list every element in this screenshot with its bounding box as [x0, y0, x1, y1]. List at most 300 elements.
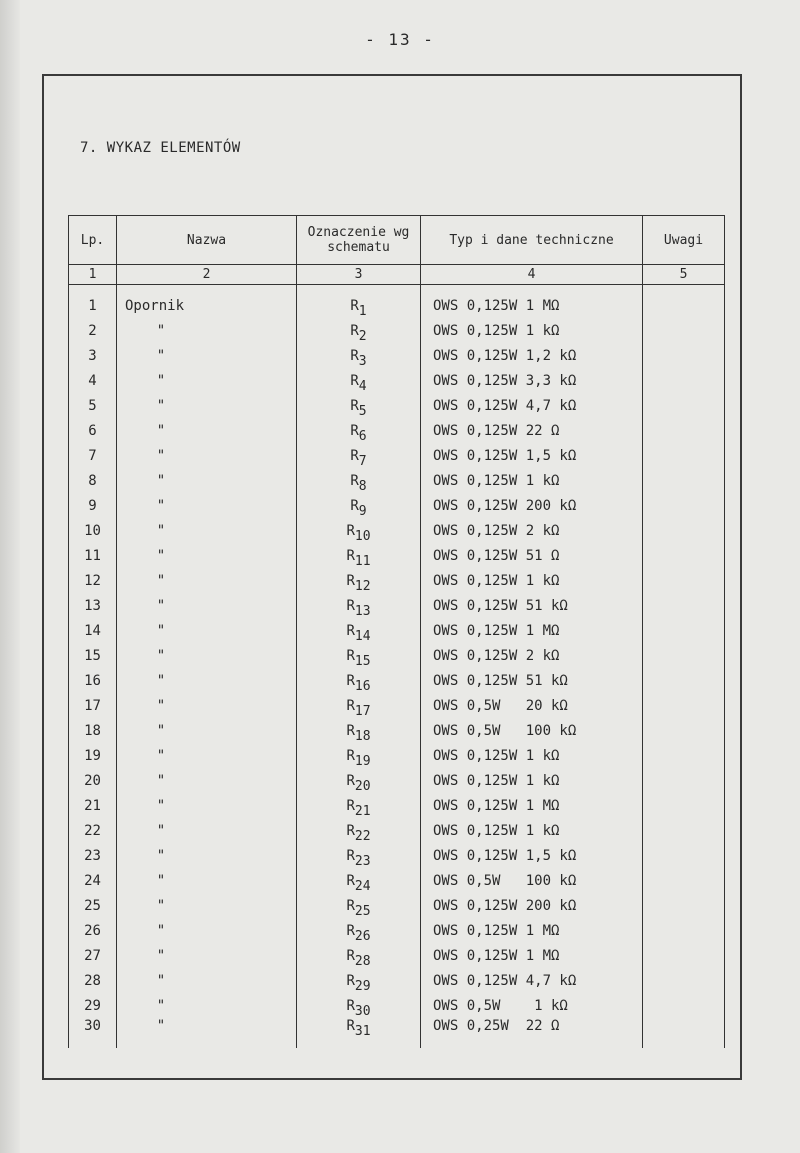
- row-nazwa: [117, 743, 297, 768]
- row-symbol-subscript: 4: [358, 378, 367, 394]
- row-nazwa-text: ": [156, 797, 166, 814]
- row-lp: 23: [69, 843, 117, 868]
- column-number: 1: [69, 265, 117, 285]
- row-nazwa: [117, 893, 297, 918]
- row-lp: 14: [69, 618, 117, 643]
- row-oznaczenie: [297, 768, 421, 793]
- row-typ: [421, 568, 643, 593]
- row-nazwa: [117, 643, 297, 668]
- row-symbol-subscript: 20: [354, 778, 371, 794]
- row-uwagi: [643, 993, 725, 1018]
- row-typ: [421, 718, 643, 743]
- row-lp: 27: [69, 943, 117, 968]
- row-oznaczenie: [297, 293, 421, 318]
- row-typ-text: OWS 0,125W 51 Ω: [433, 547, 560, 564]
- header-nazwa: Nazwa: [117, 216, 297, 265]
- row-symbol-subscript: 7: [358, 453, 367, 469]
- row-nazwa-text: ": [156, 822, 166, 839]
- row-symbol: R: [346, 997, 355, 1014]
- row-symbol: R: [346, 672, 355, 689]
- column-number: 3: [297, 265, 421, 285]
- row-lp: 30: [69, 1018, 117, 1048]
- row-typ: [421, 1018, 643, 1048]
- row-nazwa-text: ": [156, 997, 166, 1014]
- row-typ: [421, 343, 643, 368]
- row-uwagi: [643, 718, 725, 743]
- row-symbol: R: [346, 897, 355, 914]
- row-lp: 8: [69, 468, 117, 493]
- row-nazwa: [117, 693, 297, 718]
- row-uwagi: [643, 843, 725, 868]
- row-uwagi: [643, 918, 725, 943]
- row-typ: [421, 493, 643, 518]
- row-lp: 4: [69, 368, 117, 393]
- row-typ-text: OWS 0,125W 1,5 kΩ: [433, 847, 577, 864]
- row-nazwa: [117, 493, 297, 518]
- row-oznaczenie: [297, 868, 421, 893]
- row-oznaczenie: [297, 793, 421, 818]
- row-oznaczenie: [297, 468, 421, 493]
- row-uwagi: [643, 893, 725, 918]
- row-typ: [421, 518, 643, 543]
- row-symbol: R: [346, 947, 355, 964]
- row-uwagi: [643, 418, 725, 443]
- row-oznaczenie: [297, 593, 421, 618]
- row-symbol-subscript: 10: [354, 528, 371, 544]
- row-symbol-subscript: 13: [354, 603, 371, 619]
- row-lp: 25: [69, 893, 117, 918]
- table-row: [69, 918, 725, 943]
- row-nazwa-text: ": [156, 647, 166, 664]
- row-uwagi: [643, 343, 725, 368]
- row-uwagi: [643, 293, 725, 318]
- header-typ: Typ i dane techniczne: [421, 216, 643, 265]
- row-oznaczenie: [297, 643, 421, 668]
- row-lp: 12: [69, 568, 117, 593]
- row-lp: 1: [69, 293, 117, 318]
- row-uwagi: [643, 368, 725, 393]
- row-lp: 22: [69, 818, 117, 843]
- row-typ: [421, 293, 643, 318]
- row-typ-text: OWS 0,125W 4,7 kΩ: [433, 397, 577, 414]
- row-typ: [421, 993, 643, 1018]
- row-symbol-subscript: 31: [354, 1024, 371, 1039]
- row-symbol: R: [346, 722, 355, 739]
- row-symbol: R: [350, 497, 359, 514]
- table-row: [69, 943, 725, 968]
- row-oznaczenie: [297, 618, 421, 643]
- row-typ: [421, 368, 643, 393]
- row-nazwa-text: ": [156, 572, 166, 589]
- row-uwagi: [643, 518, 725, 543]
- table-row: [69, 293, 725, 318]
- row-nazwa: [117, 768, 297, 793]
- column-number-row: [69, 265, 725, 285]
- row-uwagi: [643, 643, 725, 668]
- row-nazwa-text: ": [156, 397, 166, 414]
- section-title: 7. WYKAZ ELEMENTÓW: [80, 140, 241, 156]
- row-symbol-subscript: 15: [354, 653, 371, 669]
- row-uwagi: [643, 618, 725, 643]
- row-lp: 11: [69, 543, 117, 568]
- table-row: [69, 543, 725, 568]
- row-uwagi: [643, 568, 725, 593]
- row-symbol: R: [346, 572, 355, 589]
- row-symbol-subscript: 3: [358, 353, 367, 369]
- row-symbol: R: [346, 872, 355, 889]
- row-symbol-subscript: 28: [354, 953, 371, 969]
- row-nazwa-text: ": [156, 697, 166, 714]
- column-number: 4: [421, 265, 643, 285]
- row-symbol: R: [346, 622, 355, 639]
- row-symbol-subscript: 14: [354, 628, 371, 644]
- row-uwagi: [643, 543, 725, 568]
- row-symbol: R: [346, 922, 355, 939]
- row-symbol: R: [346, 747, 355, 764]
- row-typ: [421, 793, 643, 818]
- row-typ: [421, 443, 643, 468]
- row-oznaczenie: [297, 943, 421, 968]
- row-typ-text: OWS 0,125W 1 MΩ: [433, 622, 560, 639]
- row-typ-text: OWS 0,125W 1 MΩ: [433, 947, 560, 964]
- row-nazwa: [117, 1018, 297, 1048]
- row-typ: [421, 643, 643, 668]
- row-symbol-subscript: 9: [358, 503, 367, 519]
- row-lp: 9: [69, 493, 117, 518]
- row-uwagi: [643, 318, 725, 343]
- row-nazwa: [117, 618, 297, 643]
- row-typ: [421, 818, 643, 843]
- row-nazwa-text: Opornik: [125, 297, 185, 314]
- row-oznaczenie: [297, 993, 421, 1018]
- row-typ-text: OWS 0,125W 1,2 kΩ: [433, 347, 577, 364]
- row-nazwa: [117, 318, 297, 343]
- table-row: [69, 518, 725, 543]
- row-symbol-subscript: 23: [354, 853, 371, 869]
- row-typ-text: OWS 0,125W 3,3 kΩ: [433, 372, 577, 389]
- table-row: [69, 368, 725, 393]
- row-uwagi: [643, 943, 725, 968]
- row-nazwa-text: ": [156, 622, 166, 639]
- row-typ-text: OWS 0,125W 1 kΩ: [433, 747, 560, 764]
- row-lp: 3: [69, 343, 117, 368]
- table-row: [69, 493, 725, 518]
- table-row: [69, 768, 725, 793]
- row-symbol: R: [350, 447, 359, 464]
- table-row: [69, 818, 725, 843]
- row-oznaczenie: [297, 443, 421, 468]
- row-typ-text: OWS 0,125W 2 kΩ: [433, 522, 560, 539]
- row-symbol: R: [346, 647, 355, 664]
- column-number: 2: [117, 265, 297, 285]
- row-lp: 16: [69, 668, 117, 693]
- row-nazwa-text: ": [156, 522, 166, 539]
- row-lp: 15: [69, 643, 117, 668]
- row-typ-text: OWS 0,125W 1 kΩ: [433, 322, 560, 339]
- row-symbol-subscript: 21: [354, 803, 371, 819]
- row-typ-text: OWS 0,125W 1 MΩ: [433, 797, 560, 814]
- row-oznaczenie: [297, 968, 421, 993]
- row-typ: [421, 768, 643, 793]
- row-nazwa-text: ": [156, 372, 166, 389]
- row-oznaczenie: [297, 718, 421, 743]
- row-nazwa-text: ": [156, 872, 166, 889]
- row-symbol-subscript: 8: [358, 478, 367, 494]
- row-lp: 24: [69, 868, 117, 893]
- row-symbol-subscript: 22: [354, 828, 371, 844]
- row-nazwa: [117, 343, 297, 368]
- row-symbol-subscript: 12: [354, 578, 371, 594]
- row-nazwa-text: ": [156, 447, 166, 464]
- row-typ: [421, 893, 643, 918]
- row-symbol-subscript: 24: [354, 878, 371, 894]
- row-typ-text: OWS 0,125W 51 kΩ: [433, 672, 568, 689]
- row-oznaczenie: [297, 693, 421, 718]
- row-nazwa: [117, 818, 297, 843]
- row-oznaczenie: [297, 318, 421, 343]
- row-symbol-subscript: 17: [354, 703, 371, 719]
- row-symbol: R: [346, 1018, 355, 1034]
- row-symbol: R: [350, 472, 359, 489]
- table-row: [69, 418, 725, 443]
- row-oznaczenie: [297, 343, 421, 368]
- row-uwagi: [643, 1018, 725, 1048]
- row-lp: 29: [69, 993, 117, 1018]
- row-nazwa-text: ": [156, 722, 166, 739]
- row-symbol-subscript: 1: [358, 303, 367, 319]
- row-oznaczenie: [297, 1018, 421, 1048]
- table-row: [69, 718, 725, 743]
- row-lp: 13: [69, 593, 117, 618]
- row-symbol: R: [346, 772, 355, 789]
- row-nazwa: [117, 568, 297, 593]
- row-uwagi: [643, 393, 725, 418]
- row-nazwa-text: ": [156, 847, 166, 864]
- row-symbol-subscript: 25: [354, 903, 371, 919]
- row-nazwa-text: ": [156, 972, 166, 989]
- row-symbol-subscript: 6: [358, 428, 367, 444]
- row-symbol-subscript: 5: [358, 403, 367, 419]
- row-oznaczenie: [297, 893, 421, 918]
- row-typ-text: OWS 0,125W 1,5 kΩ: [433, 447, 577, 464]
- row-nazwa-text: ": [156, 547, 166, 564]
- row-nazwa-text: ": [156, 772, 166, 789]
- table-row: [69, 968, 725, 993]
- row-nazwa: [117, 968, 297, 993]
- row-nazwa: [117, 443, 297, 468]
- row-lp: 10: [69, 518, 117, 543]
- table-row: [69, 643, 725, 668]
- row-lp: 20: [69, 768, 117, 793]
- row-uwagi: [643, 968, 725, 993]
- row-symbol: R: [350, 347, 359, 364]
- row-nazwa: [117, 668, 297, 693]
- row-nazwa-text: ": [156, 322, 166, 339]
- row-typ-text: OWS 0,5W 100 kΩ: [433, 872, 577, 889]
- row-typ: [421, 618, 643, 643]
- row-lp: 6: [69, 418, 117, 443]
- row-typ: [421, 593, 643, 618]
- row-typ-text: OWS 0,125W 1 MΩ: [433, 922, 560, 939]
- row-typ-text: OWS 0,125W 1 kΩ: [433, 822, 560, 839]
- table-row: [69, 993, 725, 1018]
- row-oznaczenie: [297, 543, 421, 568]
- row-symbol: R: [350, 297, 359, 314]
- row-nazwa: [117, 943, 297, 968]
- row-nazwa-text: ": [156, 922, 166, 939]
- row-lp: 21: [69, 793, 117, 818]
- row-symbol: R: [346, 697, 355, 714]
- table-row: [69, 393, 725, 418]
- table-row: [69, 843, 725, 868]
- row-typ-text: OWS 0,125W 51 kΩ: [433, 597, 568, 614]
- row-typ: [421, 668, 643, 693]
- row-typ-text: OWS 0,125W 1 kΩ: [433, 572, 560, 589]
- row-nazwa: [117, 868, 297, 893]
- row-uwagi: [643, 793, 725, 818]
- row-uwagi: [643, 818, 725, 843]
- row-typ: [421, 393, 643, 418]
- row-symbol: R: [346, 797, 355, 814]
- row-oznaczenie: [297, 668, 421, 693]
- row-nazwa: [117, 393, 297, 418]
- row-nazwa: [117, 293, 297, 318]
- row-nazwa: [117, 793, 297, 818]
- row-symbol-subscript: 2: [358, 328, 367, 344]
- row-symbol: R: [346, 822, 355, 839]
- row-oznaczenie: [297, 843, 421, 868]
- row-typ: [421, 418, 643, 443]
- row-uwagi: [643, 593, 725, 618]
- elements-table: [68, 215, 725, 1048]
- row-typ-text: OWS 0,125W 1 kΩ: [433, 772, 560, 789]
- row-uwagi: [643, 668, 725, 693]
- row-nazwa: [117, 518, 297, 543]
- row-typ: [421, 693, 643, 718]
- row-lp: 17: [69, 693, 117, 718]
- row-uwagi: [643, 468, 725, 493]
- row-nazwa: [117, 468, 297, 493]
- row-typ: [421, 868, 643, 893]
- row-typ-text: OWS 0,125W 200 kΩ: [433, 897, 577, 914]
- column-number: 5: [643, 265, 725, 285]
- row-typ-text: OWS 0,25W 22 Ω: [433, 1018, 560, 1034]
- table-row: [69, 468, 725, 493]
- row-symbol-subscript: 19: [354, 753, 371, 769]
- row-typ-text: OWS 0,125W 4,7 kΩ: [433, 972, 577, 989]
- row-lp: 7: [69, 443, 117, 468]
- table-row: [69, 868, 725, 893]
- row-lp: 19: [69, 743, 117, 768]
- row-symbol-subscript: 29: [354, 978, 371, 994]
- row-nazwa-text: ": [156, 672, 166, 689]
- table-row: [69, 568, 725, 593]
- row-typ: [421, 968, 643, 993]
- row-typ-text: OWS 0,125W 200 kΩ: [433, 497, 577, 514]
- header-uwagi: Uwagi: [643, 216, 725, 265]
- table-row: [69, 343, 725, 368]
- table-row: [69, 593, 725, 618]
- header-oznaczenie: Oznaczenie wg schematu: [297, 216, 421, 265]
- row-lp: 28: [69, 968, 117, 993]
- row-typ: [421, 468, 643, 493]
- row-symbol: R: [350, 322, 359, 339]
- table-row: [69, 443, 725, 468]
- row-symbol: R: [346, 847, 355, 864]
- row-lp: 18: [69, 718, 117, 743]
- table-row: [69, 743, 725, 768]
- row-nazwa: [117, 843, 297, 868]
- row-typ: [421, 918, 643, 943]
- row-typ-text: OWS 0,125W 1 MΩ: [433, 297, 560, 314]
- row-lp: 2: [69, 318, 117, 343]
- row-nazwa-text: ": [156, 747, 166, 764]
- row-symbol-subscript: 11: [354, 553, 371, 569]
- row-nazwa-text: ": [156, 422, 166, 439]
- spacer-row: [69, 285, 725, 294]
- table-row: [69, 693, 725, 718]
- row-uwagi: [643, 768, 725, 793]
- row-uwagi: [643, 493, 725, 518]
- row-symbol: R: [346, 972, 355, 989]
- row-nazwa: [117, 368, 297, 393]
- row-symbol: R: [346, 597, 355, 614]
- row-typ: [421, 943, 643, 968]
- page-number: - 13 -: [365, 30, 435, 49]
- table-row: [69, 318, 725, 343]
- row-symbol-subscript: 16: [354, 678, 371, 694]
- row-symbol: R: [346, 547, 355, 564]
- row-nazwa-text: ": [156, 497, 166, 514]
- row-oznaczenie: [297, 818, 421, 843]
- row-symbol: R: [350, 422, 359, 439]
- row-typ-text: OWS 0,5W 20 kΩ: [433, 697, 568, 714]
- table-row: [69, 793, 725, 818]
- header-lp: Lp.: [69, 216, 117, 265]
- table-row: [69, 1018, 725, 1048]
- row-typ: [421, 743, 643, 768]
- row-symbol-subscript: 30: [354, 1003, 371, 1019]
- row-symbol-subscript: 26: [354, 928, 371, 944]
- page-edge-shadow: [0, 0, 20, 1153]
- row-nazwa: [117, 918, 297, 943]
- row-uwagi: [643, 443, 725, 468]
- row-typ-text: OWS 0,125W 1 kΩ: [433, 472, 560, 489]
- row-oznaczenie: [297, 393, 421, 418]
- row-uwagi: [643, 868, 725, 893]
- row-symbol: R: [346, 522, 355, 539]
- row-nazwa-text: ": [156, 347, 166, 364]
- row-typ-text: OWS 0,125W 2 kΩ: [433, 647, 560, 664]
- row-nazwa: [117, 718, 297, 743]
- row-uwagi: [643, 693, 725, 718]
- row-oznaczenie: [297, 368, 421, 393]
- row-nazwa-text: ": [156, 597, 166, 614]
- row-lp: 5: [69, 393, 117, 418]
- row-typ: [421, 843, 643, 868]
- row-nazwa: [117, 593, 297, 618]
- row-typ: [421, 543, 643, 568]
- row-nazwa-text: ": [156, 472, 166, 489]
- row-uwagi: [643, 743, 725, 768]
- row-symbol: R: [350, 397, 359, 414]
- row-oznaczenie: [297, 518, 421, 543]
- table-row: [69, 618, 725, 643]
- row-typ-text: OWS 0,5W 100 kΩ: [433, 722, 577, 739]
- table-row: [69, 668, 725, 693]
- row-symbol-subscript: 18: [354, 728, 371, 744]
- row-nazwa: [117, 993, 297, 1018]
